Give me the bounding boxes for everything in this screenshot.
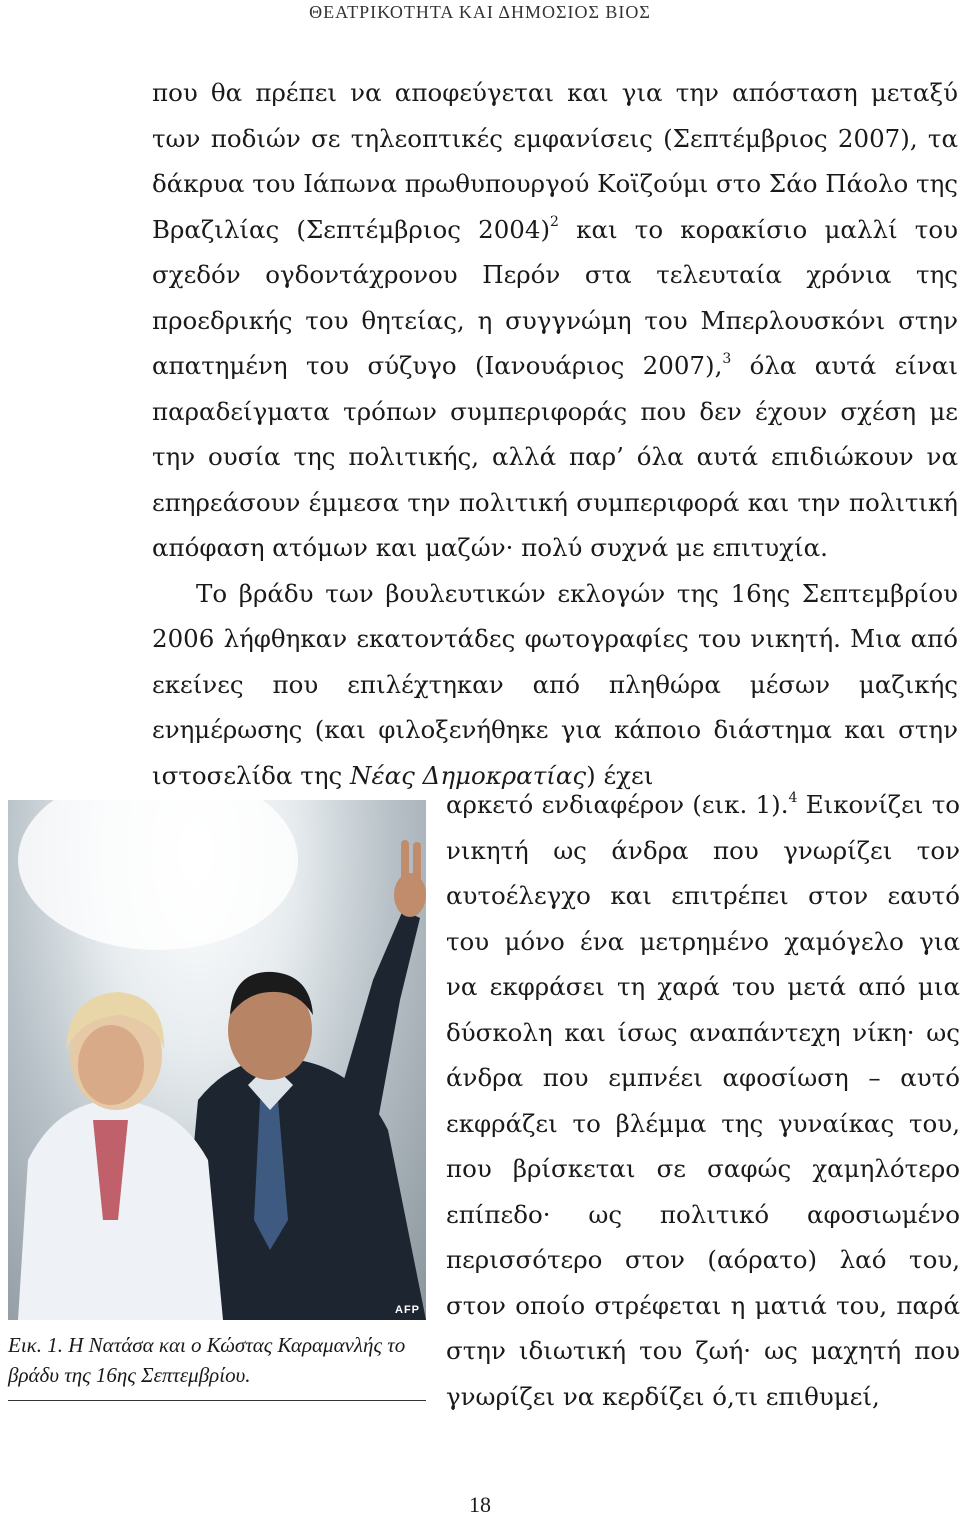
text-column-beside-figure: [446, 782, 960, 1419]
paragraph-1-text-c: όλα αυτά είναι παραδείγματα τρόπων συμπεριφοράς που δεν έχουν σχέση με την ουσία της πολιτικής, αλλά παρ’ όλα αυτά επιδιώκουν να επηρεάσουν έμμεσα την πολιτική συμπεριφορά και την πολιτική απόφαση ατόμων και μαζών· πολύ συχνά με επιτυχία.: [152, 351, 958, 562]
figure-caption: [8, 1330, 426, 1401]
figure-caption-label: Εικ. 1.: [8, 1333, 63, 1357]
paragraph-2-text-b: ) έχει: [586, 760, 654, 790]
paragraph-2-continued: [446, 782, 960, 1419]
photo-watermark: AFP: [395, 1304, 420, 1316]
paragraph-2-col-text-b: Εικονίζει το νικητή ως άνδρα που γνωρίζει τον αυτοέλεγχο και επιτρέπει στον εαυτό του μόνο ένα μετρημένο χαμόγελο για να εκφράσει τη χαρά του μετά από μια δύσκολη και ίσως αναπάντεχη νίκη· ως άνδρα που εμπνέει αφοσίωση – αυτό εκφράζει το βλέμμα της γυναίκας του, που βρίσκεται σε σαφώς χαμηλότερο επίπεδο· ως πολιτικό αφοσιωμένο περισσότερο στον (αόρατο) λαό του, στον οποίο στρέφεται η ματιά του, παρά στην ιδιωτική του ζωή· ως μαχητή που γνωρίζει να κερδίζει ό,τι επιθυμεί,: [446, 790, 960, 1411]
running-header: ΘΕΑΤΡΙΚΟΤΗΤΑ ΚΑΙ ΔΗΜΟΣΙΟΣ ΒΙΟΣ: [309, 2, 651, 22]
paragraph-2: [152, 571, 958, 799]
paragraph-2-italic: Νέας Δημοκρατίας: [350, 760, 587, 790]
photo-illustration: [8, 800, 426, 1320]
page-number: 18: [469, 1492, 491, 1517]
footnote-ref-3[interactable]: 3: [722, 350, 732, 367]
paragraph-1-text-b: και το κορακίσιο μαλλί του σχεδόν ογδοντάχρονου Περόν στα τελευταία χρόνια της προεδρικής του θητείας, η συγγνώμη του Μπερλουσκόνι στην απατημένη του σύζυγο (Ιανουάριος 2007),: [152, 214, 958, 380]
footnote-ref-4[interactable]: 4: [788, 789, 798, 806]
figure-photo: [8, 800, 426, 1320]
paragraph-1-text-a: που θα πρέπει να αποφεύγεται και για την απόσταση μεταξύ των ποδιών σε τηλεοπτικές εμφανίσεις (Σεπτέμβριος 2007), τα δάκρυα του Ιάπωνα πρωθυπουργού Κοϊζούμι στο Σάο Πάολο της Βραζιλίας (Σεπτέμβριος 2004): [152, 78, 958, 244]
paragraph-1: [152, 70, 958, 571]
figure-caption-text: Η Νατάσα και ο Κώστας Καραμανλής το βράδυ της 16ης Σεπτεμβρίου.: [8, 1333, 406, 1387]
paragraph-2-text-a: Το βράδυ των βουλευτικών εκλογών της 16ης Σεπτεμβρίου 2006 λήφθηκαν εκατοντάδες φωτογραφίες του νικητή. Μια από εκείνες που επιλέχτηκαν από πληθώρα μέσων μαζικής ενημέρωσης (και φιλοξενήθηκε για κάποιο διάστημα και στην ιστοσελίδα της: [152, 578, 958, 790]
footnote-ref-2[interactable]: 2: [550, 214, 559, 231]
paragraph-2-col-text-a: αρκετό ενδιαφέρον (εικ. 1).: [446, 790, 789, 819]
main-text: [152, 70, 958, 798]
